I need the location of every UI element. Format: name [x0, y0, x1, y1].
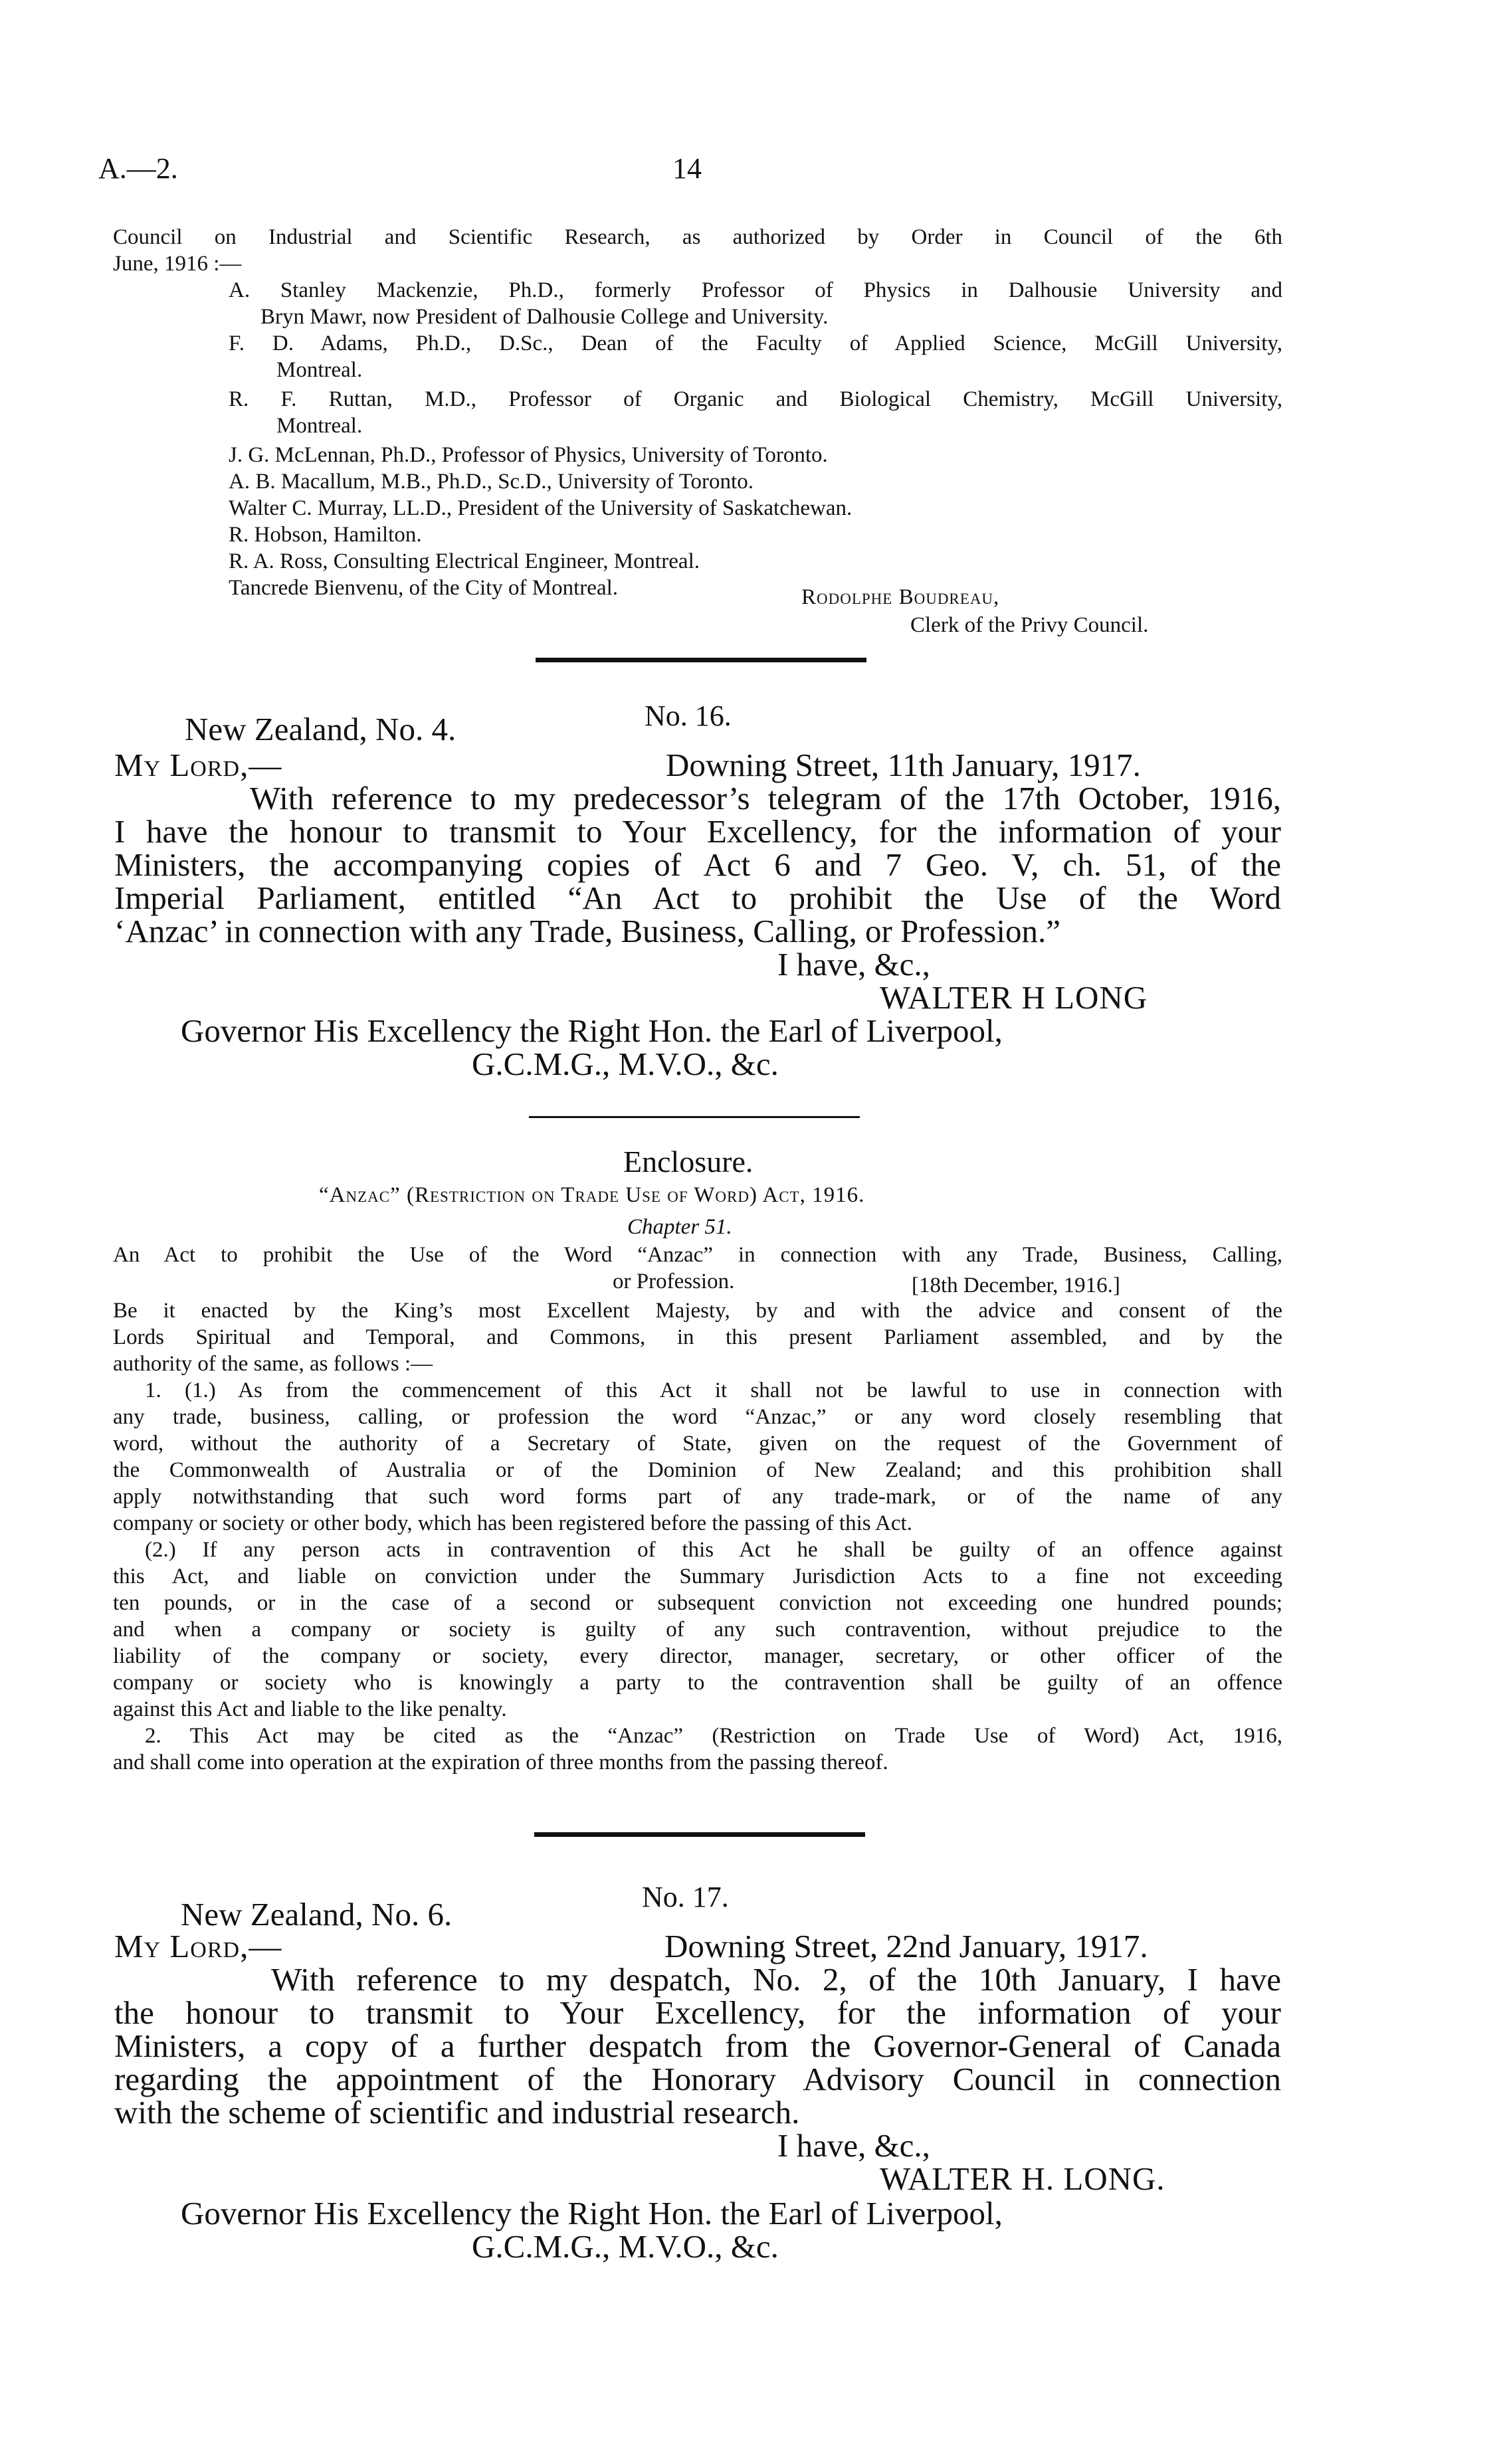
section-line: and when a company or society is guilty of any such contravention, without prejudice to the — [113, 1618, 1282, 1642]
section-line: liability of the company or society, every director, manager, secretary, or other officer of the — [113, 1644, 1282, 1668]
section-divider — [536, 658, 866, 662]
council-member: Tancrede Bienvenu, of the City of Montreal. — [229, 576, 619, 600]
date-line: Downing Street, 11th January, 1917. — [666, 747, 1141, 783]
section-line: company or society who is knowingly a party to the contravention shall be guilty of an offence — [113, 1671, 1282, 1695]
body-line: the honour to transmit to Your Excellency, for the information of your — [114, 1994, 1281, 2031]
enclosure-heading: Enclosure. — [623, 1145, 754, 1179]
section-line: apply notwithstanding that such word forms part of any trade-mark, or of the name of any — [113, 1485, 1282, 1509]
section-line: against this Act and liable to the like penalty. — [113, 1697, 507, 1721]
council-member: F. D. Adams, Ph.D., D.Sc., Dean of the Faculty of Applied Science, McGill University, — [229, 332, 1282, 355]
section-divider — [529, 1116, 860, 1118]
despatch-number: No. 16. — [645, 700, 732, 732]
despatch-reference: New Zealand, No. 6. — [181, 1896, 452, 1933]
date-line: Downing Street, 22nd January, 1917. — [664, 1928, 1148, 1964]
council-member: R. A. Ross, Consulting Electrical Engineer, Montreal. — [229, 549, 700, 573]
section-line: this Act, and liable on conviction under the Summary Jurisdiction Acts to a fine not exceeding — [113, 1564, 1282, 1588]
section-line: and shall come into operation at the expiration of three months from the passing thereof. — [113, 1751, 888, 1774]
series-reference: A.—2. — [98, 152, 178, 185]
body-line: ‘Anzac’ in connection with any Trade, Business, Calling, or Profession.” — [114, 913, 1060, 949]
body-line: I have the honour to transmit to Your Excellency, for the information of your — [114, 813, 1281, 850]
section-line: 2. This Act may be cited as the “Anzac” (Restriction on Trade Use of Word) Act, 1916, — [145, 1724, 1282, 1748]
long-title: An Act to prohibit the Use of the Word “Anzac” in connection with any Trade, Business, Calling, — [113, 1243, 1282, 1267]
council-member: R. Hobson, Hamilton. — [229, 523, 422, 547]
act-title: “Anzac” (Restriction on Trade Use of Word) Act, 1916. — [319, 1183, 865, 1207]
assent-date: [18th December, 1916.] — [912, 1274, 1120, 1297]
enacting-line: Lords Spiritual and Temporal, and Commons, in this present Parliament assembled, and by the — [113, 1325, 1282, 1349]
salutation: My Lord,— — [114, 747, 282, 783]
section-line: ten pounds, or in the case of a second or subsequent conviction not exceeding one hundred pounds; — [113, 1591, 1282, 1615]
despatch-reference: New Zealand, No. 4. — [185, 711, 456, 747]
section-divider — [534, 1832, 865, 1837]
council-member: Walter C. Murray, LL.D., President of the University of Saskatchewan. — [229, 496, 853, 520]
section-line: (2.) If any person acts in contravention of this Act he shall be guilty of an offence against — [145, 1538, 1282, 1562]
body-line: regarding the appointment of the Honorary Advisory Council in connection — [114, 2061, 1281, 2097]
council-member: A. Stanley Mackenzie, Ph.D., formerly Professor of Physics in Dalhousie University and — [229, 278, 1282, 302]
council-member: J. G. McLennan, Ph.D., Professor of Physics, University of Toronto. — [229, 443, 828, 467]
signatory-title: Clerk of the Privy Council. — [910, 613, 1149, 637]
addressee-honours: G.C.M.G., M.V.O., &c. — [472, 1046, 779, 1082]
body-line: Ministers, the accompanying copies of Act 6 and 7 Geo. V, ch. 51, of the — [114, 846, 1281, 883]
addressee: Governor His Excellency the Right Hon. the Earl of Liverpool, — [181, 2195, 1003, 2231]
council-member-cont: Montreal. — [276, 414, 363, 438]
closing: I have, &c., — [777, 2127, 930, 2164]
addressee: Governor His Excellency the Right Hon. the Earl of Liverpool, — [181, 1012, 1003, 1049]
body-line: With reference to my predecessor’s telegram of the 17th October, 1916, — [250, 780, 1281, 816]
council-member-cont: Bryn Mawr, now President of Dalhousie College and University. — [260, 305, 829, 329]
section-line: any trade, business, calling, or profession the word “Anzac,” or any word closely resembling that — [113, 1405, 1282, 1429]
addressee-honours: G.C.M.G., M.V.O., &c. — [472, 2228, 779, 2265]
signature: WALTER H. LONG. — [880, 2160, 1165, 2197]
long-title-cont: or Profession. — [613, 1270, 735, 1293]
council-member: R. F. Ruttan, M.D., Professor of Organic and Biological Chemistry, McGill University, — [229, 387, 1282, 411]
signature: WALTER H LONG — [880, 979, 1148, 1016]
section-line: company or society or other body, which has been registered before the passing of this Act. — [113, 1511, 912, 1535]
council-member: A. B. Macallum, M.B., Ph.D., Sc.D., University of Toronto. — [229, 470, 754, 494]
body-line: Ministers, a copy of a further despatch from the Governor-General of Canada — [114, 2028, 1281, 2064]
council-member-cont: Montreal. — [276, 358, 363, 382]
signatory-name: Rodolphe Boudreau, — [801, 585, 1000, 609]
council-intro-line1: Council on Industrial and Scientific Research, as authorized by Order in Council of the 6th — [113, 225, 1282, 249]
section-line: the Commonwealth of Australia or of the Dominion of New Zealand; and this prohibition shall — [113, 1458, 1282, 1482]
body-line: With reference to my despatch, No. 2, of the 10th January, I have — [271, 1961, 1281, 1998]
page-number: 14 — [672, 152, 702, 185]
body-line: with the scheme of scientific and industrial research. — [114, 2094, 800, 2131]
chapter: Chapter 51. — [627, 1215, 732, 1239]
enacting-line: authority of the same, as follows :— — [113, 1352, 433, 1376]
section-line: 1. (1.) As from the commencement of this Act it shall not be lawful to use in connection with — [145, 1378, 1282, 1402]
despatch-number: No. 17. — [642, 1881, 729, 1913]
closing: I have, &c., — [777, 946, 930, 983]
section-line: word, without the authority of a Secretary of State, given on the request of the Government of — [113, 1432, 1282, 1456]
body-line: Imperial Parliament, entitled “An Act to prohibit the Use of the Word — [114, 880, 1281, 916]
salutation: My Lord,— — [114, 1928, 282, 1964]
council-intro-line2: June, 1916 :— — [113, 252, 242, 276]
enacting-line: Be it enacted by the King’s most Excellent Majesty, by and with the advice and consent of the — [113, 1299, 1282, 1323]
